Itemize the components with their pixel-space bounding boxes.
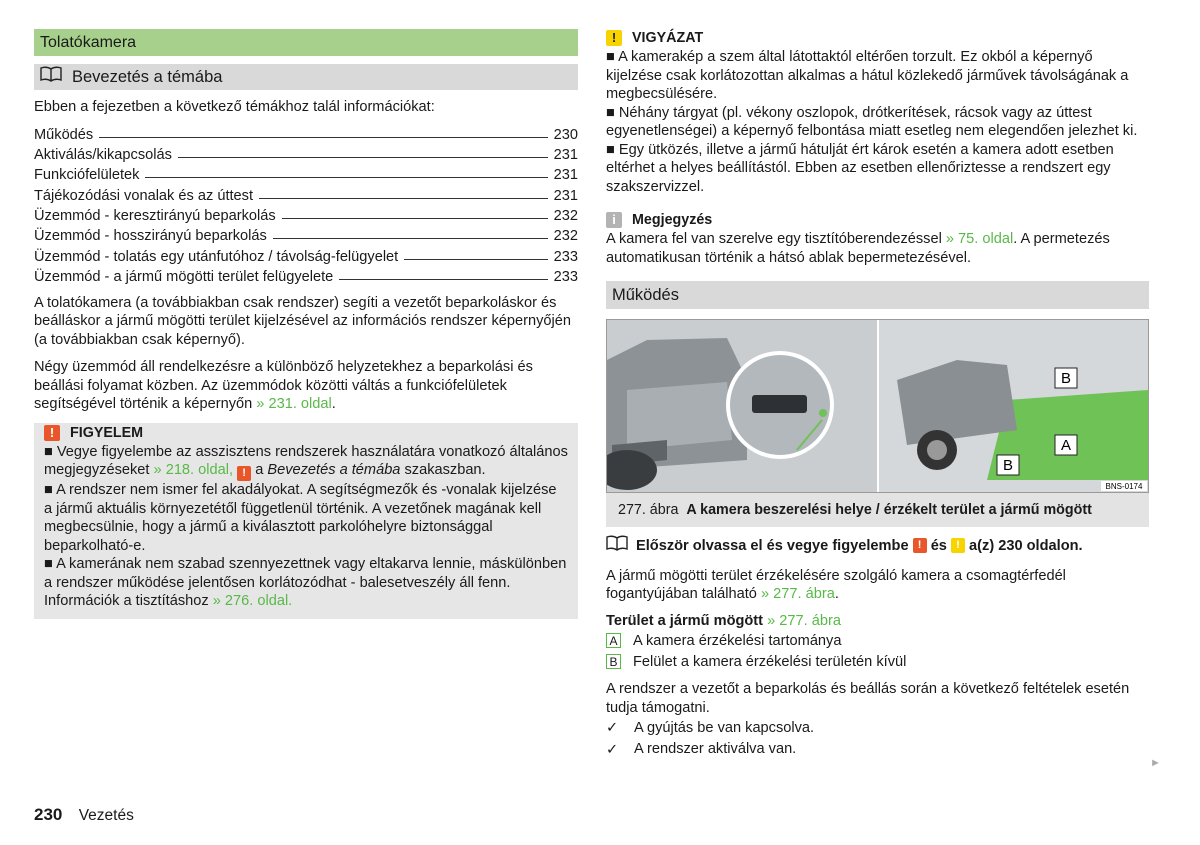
attention-item: ■ A rendszer nem ismer fel akadályokat. A segítségmezők és -vonalak kijelzése a jármű aktuális környezetétől függetlenül történik. A vezetőnek magának kell megbecsülnie, hogy a jármű a kiválasztott parkolóhelyre biztonsággal beparkolható-e. [44, 482, 557, 554]
paragraph-modes: Négy üzemmód áll rendelkezésre a különböző helyzetekhez a beparkolási és beállási folyamat közben. Az üzemmódok közötti váltás a funkciófelületek segítségével történik a képernyőn » 231. oldal. [34, 359, 533, 413]
figure-label-a: A [1060, 437, 1072, 454]
toc-item[interactable]: Funkciófelületek 231 [34, 167, 578, 184]
note-block [606, 210, 1149, 267]
section-header-intro [34, 64, 578, 90]
figure-label-b: B [1060, 370, 1072, 387]
warning-icon: ! [237, 466, 251, 481]
figure-label-b: B [1002, 457, 1014, 474]
toc-item[interactable]: Működés 230 [34, 126, 578, 143]
check-icon: ✓ [606, 741, 619, 758]
caution-item: ■ Egy ütközés, illetve a jármű hátulját ért károk esetén a kamera adott esetben eltérhet a helyes beállítástól. Ebben az esetben ellenőriztesse a rendszert egy szakszervizzel. [606, 141, 1114, 195]
table-of-contents [34, 123, 578, 285]
area-heading: Terület a jármű mögött » 277. ábra [606, 612, 841, 629]
check-icon: ✓ [606, 720, 619, 737]
book-icon [40, 64, 62, 90]
toc-item[interactable]: Üzemmód - a jármű mögötti terület felügyelete 233 [34, 268, 578, 285]
legend-key: A [606, 633, 621, 648]
toc-item[interactable]: Üzemmód - tolatás egy utánfutóhoz / távolság-felügyelet 233 [34, 248, 578, 265]
note-title: Megjegyzés [632, 212, 713, 228]
right-column [606, 28, 1149, 760]
book-icon [606, 535, 628, 557]
attention-item: ■ Vegye figyelembe az asszisztens rendszerek használatára vonatkozó általános megjegyzéseket » 218. oldal, ! a Bevezetés a témába szakaszban. [44, 443, 568, 480]
page-number: 230 [34, 805, 63, 824]
warning-icon: ! [44, 425, 60, 441]
figure-link[interactable]: » 277. ábra [767, 612, 841, 629]
caution-item: ■ A kamerakép a szem által látottaktól eltérően torzult. Ez okból a képernyő kijelzése csak korlátozottan alkalmas a hátul közlekedő járművek távolságának a megbecsülésére. [606, 49, 1129, 102]
legend-item: B Felület a kamera érzékelési területén kívül [606, 651, 1149, 672]
figure-caption: 277. ábra A kamera beszerelési helye / érzékelt terület a jármű mögött [606, 493, 1149, 527]
warning-icon: ! [913, 538, 927, 553]
section-title: Bevezetés a témába [72, 68, 223, 86]
caution-title: VIGYÁZAT [632, 30, 704, 46]
paragraph-camera-location: A jármű mögötti terület érzékelésére szolgáló kamera a csomagtérfedél fogantyújában található » 277. ábra. [606, 567, 1066, 602]
attention-item: ■ A kamerának nem szabad szennyezettnek vagy eltakarva lennie, máskülönben a rendszer működése jelentősen korlátozódhat - balesetveszély áll fenn. Információk a tisztításhoz » 276. oldal. [44, 556, 567, 610]
camera-illustration [607, 320, 1148, 492]
condition-item: ✓ A rendszer aktiválva van. [606, 741, 797, 758]
attention-title: FIGYELEM [70, 424, 144, 441]
page-link[interactable]: » 75. oldal [945, 231, 1014, 247]
footer-section: Vezetés [78, 807, 134, 824]
page-link[interactable]: » 276. oldal. [212, 593, 293, 610]
read-first-note: Először olvassa el és vegye figyelembe ! és ! a(z) 230 oldalon. [606, 535, 1149, 557]
toc-item[interactable]: Tájékozódási vonalak és az úttest 231 [34, 187, 578, 204]
figure-code: BNS-0174 [1105, 482, 1143, 491]
page-link[interactable]: » 231. oldal [256, 396, 332, 413]
page-footer [34, 805, 134, 825]
attention-box [34, 423, 578, 619]
legend-key: B [606, 654, 621, 669]
toc-item[interactable]: Üzemmód - keresztirányú beparkolás 232 [34, 207, 578, 224]
left-column [34, 26, 578, 619]
condition-item: ✓ A gyújtás be van kapcsolva. [606, 719, 815, 737]
caution-icon: ! [951, 538, 965, 553]
legend-item: A A kamera érzékelési tartománya [606, 630, 1149, 651]
page-link[interactable]: » 218. oldal, [153, 462, 234, 479]
intro-text: Ebben a fejezetben a következő témákhoz talál információkat: [34, 99, 435, 115]
caution-item: ■ Néhány tárgyat (pl. vékony oszlopok, drótkerítések, rácsok vagy az úttest egyenetlenségei) a képernyő felbontása miatt esetleg nem elegendően jelezhet ki. [606, 104, 1138, 139]
paragraph-intro: A tolatókamera (a továbbiakban csak rendszer) segíti a vezetőt beparkoláskor és beálláskor a jármű mögötti terület kijelzésével az információs rendszer képernyőjén (a továbbiakban csak képernyő). [34, 294, 571, 348]
paragraph-conditions: A rendszer a vezetőt a beparkolás és beállás során a következő feltételek esetén tudja támogatni. [606, 681, 1130, 716]
section-header-function [606, 281, 1149, 309]
caution-block [606, 28, 1149, 196]
next-page-arrow-icon: ► [1150, 757, 1161, 769]
caution-icon: ! [606, 30, 622, 46]
toc-item[interactable]: Aktiválás/kikapcsolás 231 [34, 147, 578, 164]
toc-item[interactable]: Üzemmód - hosszirányú beparkolás 232 [34, 228, 578, 245]
section-title: Működés [612, 286, 679, 304]
info-icon: i [606, 212, 622, 228]
chapter-title: Tolatókamera [34, 29, 578, 56]
figure-link[interactable]: » 277. ábra [761, 586, 835, 602]
note-text: A kamera fel van szerelve egy tisztítóberendezéssel » 75. oldal. A permetezés automatikusan történik a hátsó ablak bepermetezésével. [606, 231, 1110, 266]
figure-camera [606, 319, 1149, 493]
